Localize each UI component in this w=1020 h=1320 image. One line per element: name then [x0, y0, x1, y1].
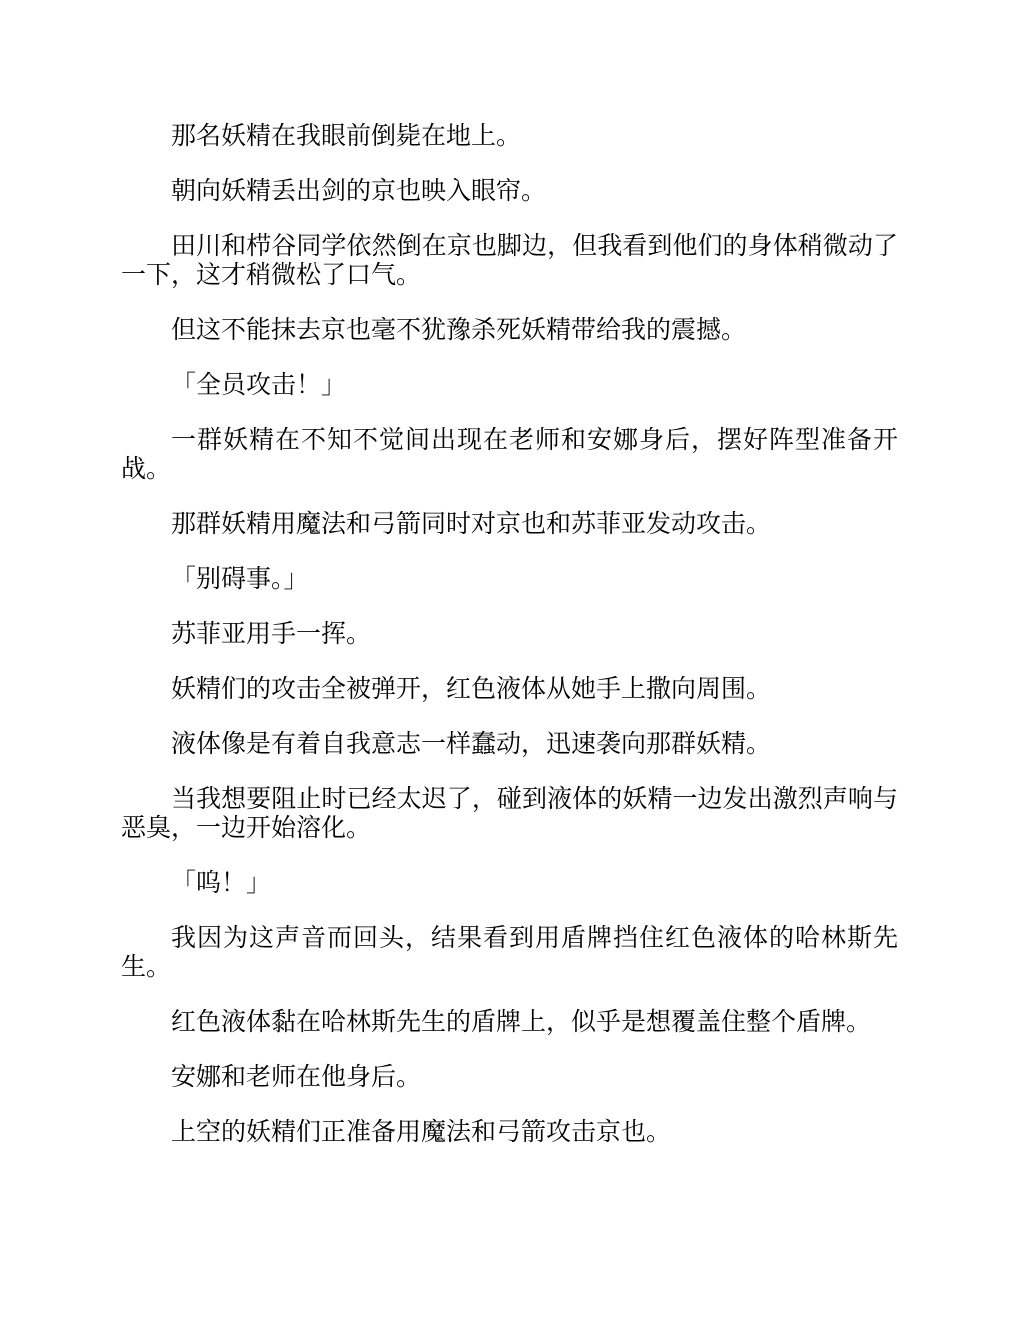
paragraph-dialogue: 「全员攻击！」 — [171, 372, 347, 399]
paragraph: 那群妖精用魔法和弓箭同时对京也和苏菲亚发动攻击。 — [171, 511, 772, 538]
paragraph: 我因为这声音而回头，结果看到用盾牌挡住红色液体的哈林斯先生。 — [121, 925, 898, 981]
paragraph-dialogue: 「呜！」 — [171, 870, 272, 897]
paragraph-dialogue: 「别碍事。」 — [171, 566, 309, 593]
paragraph: 但这不能抹去京也毫不犹豫杀死妖精带给我的震撼。 — [171, 317, 747, 344]
paragraph: 安娜和老师在他身后。 — [171, 1064, 422, 1091]
paragraph: 那名妖精在我眼前倒毙在地上。 — [171, 123, 522, 150]
paragraph: 田川和栉谷同学依然倒在京也脚边，但我看到他们的身体稍微动了一下，这才稍微松了口气。 — [121, 233, 898, 289]
paragraph: 一群妖精在不知不觉间出现在老师和安娜身后，摆好阵型准备开战。 — [121, 427, 898, 483]
paragraph: 上空的妖精们正准备用魔法和弓箭攻击京也。 — [171, 1119, 672, 1146]
paragraph: 朝向妖精丢出剑的京也映入眼帘。 — [171, 178, 547, 205]
paragraph: 苏菲亚用手一挥。 — [171, 621, 372, 648]
paragraph: 液体像是有着自我意志一样蠢动，迅速袭向那群妖精。 — [171, 731, 772, 758]
paragraph: 红色液体黏在哈林斯先生的盾牌上，似乎是想覆盖住整个盾牌。 — [171, 1009, 872, 1036]
paragraph: 当我想要阻止时已经太迟了，碰到液体的妖精一边发出激烈声响与恶臭，一边开始溶化。 — [121, 786, 898, 842]
paragraph: 妖精们的攻击全被弹开，红色液体从她手上撒向周围。 — [171, 676, 772, 703]
